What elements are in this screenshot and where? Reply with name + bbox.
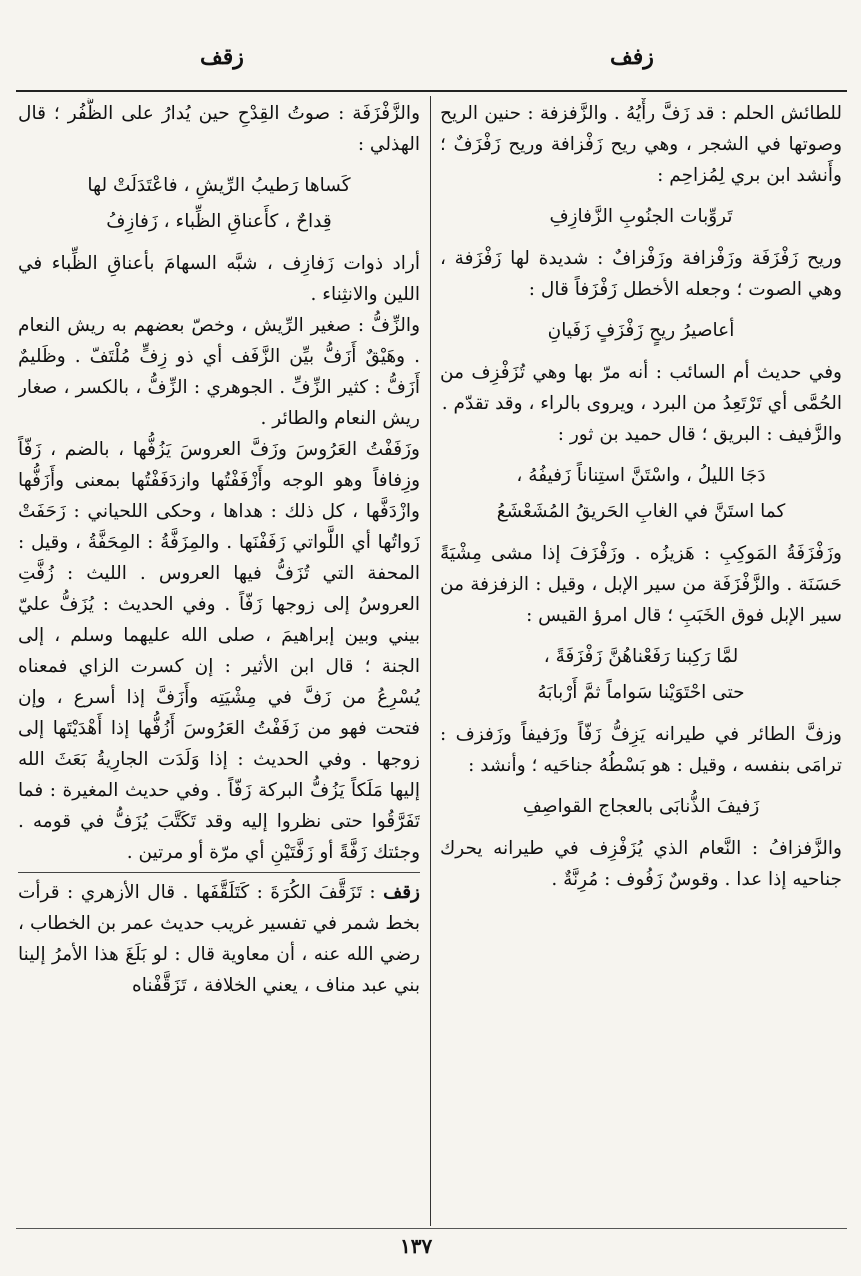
entry-paragraph: [18, 877, 420, 1001]
bottom-rule: [16, 1228, 847, 1229]
paragraph: والزِّفُّ : صغير الرِّيش ، وخصّ بعضهم به ريش النعام . وهَيْقٌ أَزَفُّ بيِّن الزَّفَف أي ذو زِفٍّ مُلْتَفّ . وظَليمٌ أَزَفُّ : كثير الزِّفِّ . الجوهري : الزِّفُّ ، بالكسر ، صغار ريش النعام والطائر .: [18, 315, 420, 429]
verse-line: لمَّا رَكِبنا رَفَعْناهُنَّ زَفْزَفَةً ،: [543, 646, 739, 667]
verse-line: كَساها رَطيبُ الرِّيشِ ، فاعْتَدَلَتْ لها: [87, 175, 351, 196]
paragraph: وزَفْزَفَةُ المَوكِبِ : هَزيزُه . وزَفْزَفَ إذا مشى مِشْيَةً حَسَنَة . والزَّفْزَفَة من سير الإبل ، وقيل : الزفزفة من سير الإبل فوق الخَبَبِ ؛ قال امرؤ القيس :: [440, 543, 842, 626]
paragraph: أراد ذوات زَفازِف ، شبَّه السهامَ بأعناقِ الظِّباء في اللين والانثِناء .: [18, 253, 420, 305]
column-divider: [430, 96, 431, 1226]
paragraph: وريح زَفْزَفَة وزَفْزافة وزَفْزافٌ : شديدة لها زَفْزَفة ، وهي الصوت ؛ وجعله الأخطل زَفْزَفاً قال :: [440, 248, 842, 300]
paragraph: والزَّفزافُ : النَّعام الذي يُزَفْزِف في طيرانه يحرك جناحيه إذا عدا . وقوسٌ زَفُوف : مُرِنَّةٌ .: [440, 838, 842, 890]
page-number: ١٣٧: [400, 1234, 433, 1258]
paragraph: وزَفَفْتُ العَرُوسَ وزَفَّ العروسَ يَزُفُّها ، بالضم ، زَفّاً وزِفافاً وهو الوجه وأَزْفَفْتُها وازدَفَفْتُها بمعنى وأَزَفُّها وازْدَفَّها ، كل ذلك : هداها ، وحكى اللحياني : زَحَفَتْ زَواتُها أي اللَّواتي زَفَفْنَها . والمِزَفَّةُ : المِحَفَّةُ ، وقيل : المحفة التي تُزَفُّ فيها العروس . الليث : زُفَّتِ العروسُ إلى زوجها زَفّاً . وفي الحديث : يُزَفُّ عليّ بيني وبين إبراهيمَ ، صلى الله عليهما وسلم ، إلى الجنة ؛ قال ابن الأثير : إن كسرت الزاي فمعناه يُسْرِعُ من زَفَّ في مِشْيَتِه وأَزَفَّ إذا أسرع ، وإن فتحت فهو من زَفَفْتُ العَرُوسَ أَزُفُّها إذا أَهْدَيْتَها إلى زوجها . وفي الحديث : إذا وَلَدَت الجارِيةُ بَعَثَ الله إليها مَلَكاً يَزُفُّ البركة زَفّاً . وفي حديث المغيرة : فما تَفَرَّقُوا حتى نظروا إليه وقد تَكَتَّبَ يُزَفُّ في قومه . وجئتك زَفَّةً أو زَفَّتَيْنِ أي مرّة أو مرتين .: [18, 439, 420, 863]
verse-line: كما استَنَّ في الغابِ الحَريقُ المُشَعْشَعُ: [496, 501, 786, 522]
verse-line: قِداحٌ ، كأَعناقِ الظِّباء ، زَفازِفُ: [106, 211, 332, 232]
running-head-right: زفف: [610, 44, 654, 70]
verse-line: حتى احْتَوَيْنا سَواماً ثمَّ أَرْبابَهُ: [537, 682, 745, 703]
running-head-left: زقف: [200, 44, 244, 70]
entry-text: : تَزَقَّفَ الكُرَةَ : كَتَلَقَّفَها . قال الأزهري : قرأت بخط شمر في تفسير غريب حديث عمر بن الخطاب ، رضي الله عنه ، أن معاوية قال : لو بَلَغَ هذا الأمرُ إلينا بني عبد مناف ، يعني الخلافة ، تَزَقَّفْناه: [18, 882, 420, 996]
entry-separator: [18, 872, 420, 873]
top-rule: [16, 90, 847, 92]
left-column: [18, 98, 420, 1226]
entry-headword: زقف: [383, 882, 420, 903]
verse: أعاصيرُ ريحٍ زَفْزَفٍ زَفَيانِ: [547, 320, 735, 341]
paragraph: للطائش الحلم : قد زَفَّ رأْيُهُ . والزَّفزفة : حنين الريح وصوتها في الشجر ، وهي ريح زَفْزافة وريح زَفْزَفٌ ؛ وأَنشد ابن بري لِمُزاحِم :: [440, 103, 842, 186]
paragraph: وزفَّ الطائر في طيرانه يَزِفُّ زَفّاً وزَفيفاً وزَفزف : ترامَى بنفسه ، وقيل : هو بَسْطُهُ جناحَيه ؛ وأنشد :: [440, 724, 842, 776]
paragraph: والزَّفيف : البريق ؛ قال حميد بن ثور :: [557, 424, 842, 445]
verse: تَروِّبات الجنُوبِ الزَّفازِفِ: [549, 206, 733, 227]
verse-line: دَجَا الليلُ ، واسْتَنَّ استِناناً زَفيفُهُ ،: [516, 465, 766, 486]
paragraph: وفي حديث أم السائب : أنه مرّ بها وهي تُزَفْزِف من الحُمَّى أي تَرْتَعِدُ من البرد ، ويروى بالراء ، وقد تقدّم .: [440, 362, 842, 414]
right-column: [440, 98, 842, 1226]
verse: زَفيفَ الذُّنابَى بالعجاج القواصِفِ: [522, 796, 760, 817]
paragraph: والزَّفْزَفَة : صوتُ القِدْحِ حين يُدارُ على الظُّفُر ؛ قال الهذلي :: [18, 103, 420, 155]
